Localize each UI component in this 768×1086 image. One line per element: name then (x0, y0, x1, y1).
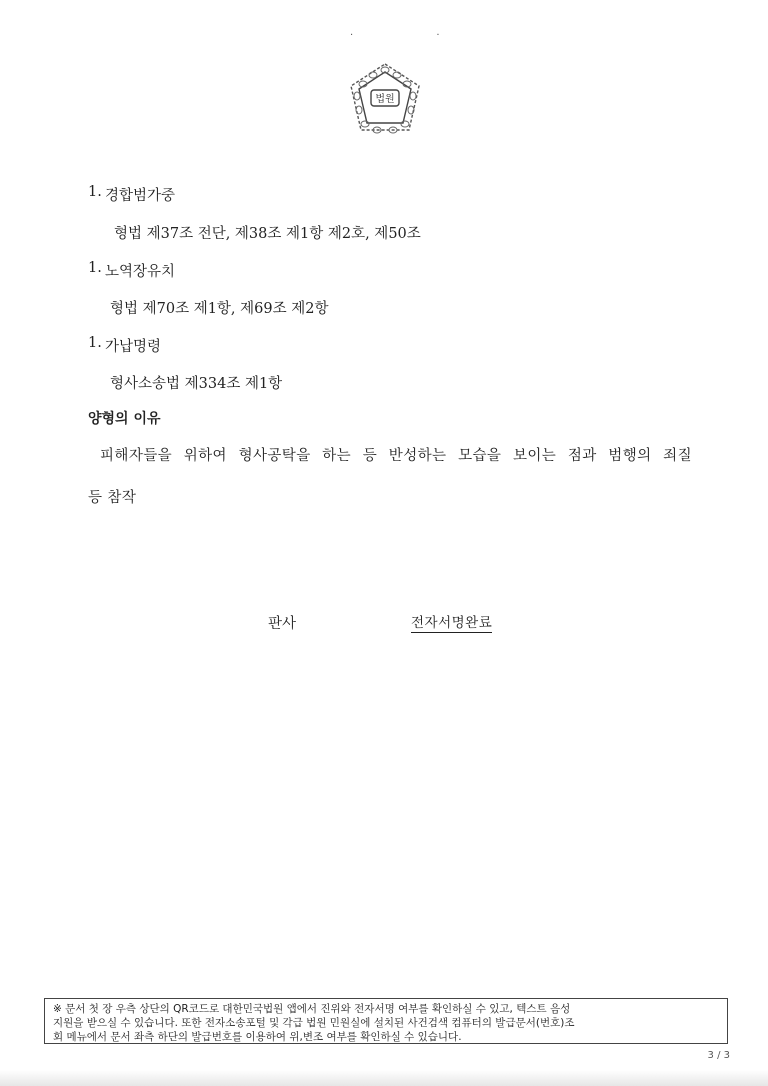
court-emblem-icon (345, 60, 425, 138)
scan-edge (0, 1070, 768, 1086)
item-title: 가납명령 (105, 339, 162, 355)
item-detail: 형법 제37조 전단, 제38조 제1항 제2호, 제50조 (114, 226, 421, 242)
notice-line-3: 회 메뉴에서 문서 좌측 하단의 발급번호를 이용하여 위,변조 여부를 확인하실 수 있습니다. (53, 1031, 462, 1043)
scan-marks: · · (350, 30, 480, 41)
item-detail: 형사소송법 제334조 제1항 (110, 376, 283, 392)
verification-notice-box (44, 998, 728, 1044)
item-detail: 형법 제70조 제1항, 제69조 제2항 (110, 301, 329, 317)
sentencing-reason-line-1: 피해자들을 위하여 형사공탁을 하는 등 반성하는 모습을 보이는 점과 범행의 죄질 (100, 448, 692, 464)
page-number: 3 / 3 (707, 1050, 730, 1061)
item-title: 경합범가중 (105, 188, 176, 204)
item-title: 노역장유치 (105, 264, 176, 280)
item-number: 1. (88, 335, 102, 351)
sentencing-reason-heading: 양형의 이유 (88, 411, 161, 427)
item-number: 1. (88, 184, 102, 200)
sentencing-reason-line-2: 등 참작 (88, 490, 137, 506)
item-number: 1. (88, 260, 102, 276)
notice-line-1: ※ 문서 첫 장 우측 상단의 QR코드로 대한민국법원 앱에서 진위와 전자서명 여부를 확인하실 수 있고, 텍스트 음성 (53, 1003, 571, 1015)
judge-label: 판사 (268, 616, 297, 632)
notice-line-2: 지원을 받으실 수 있습니다. 또한 전자소송포털 및 각급 법원 민원실에 설치된 사건검색 컴퓨터의 발급문서(번호)조 (53, 1017, 575, 1029)
emblem-seal-text: 법원 (375, 94, 395, 105)
e-signature-complete: 전자서명완료 (411, 611, 492, 633)
